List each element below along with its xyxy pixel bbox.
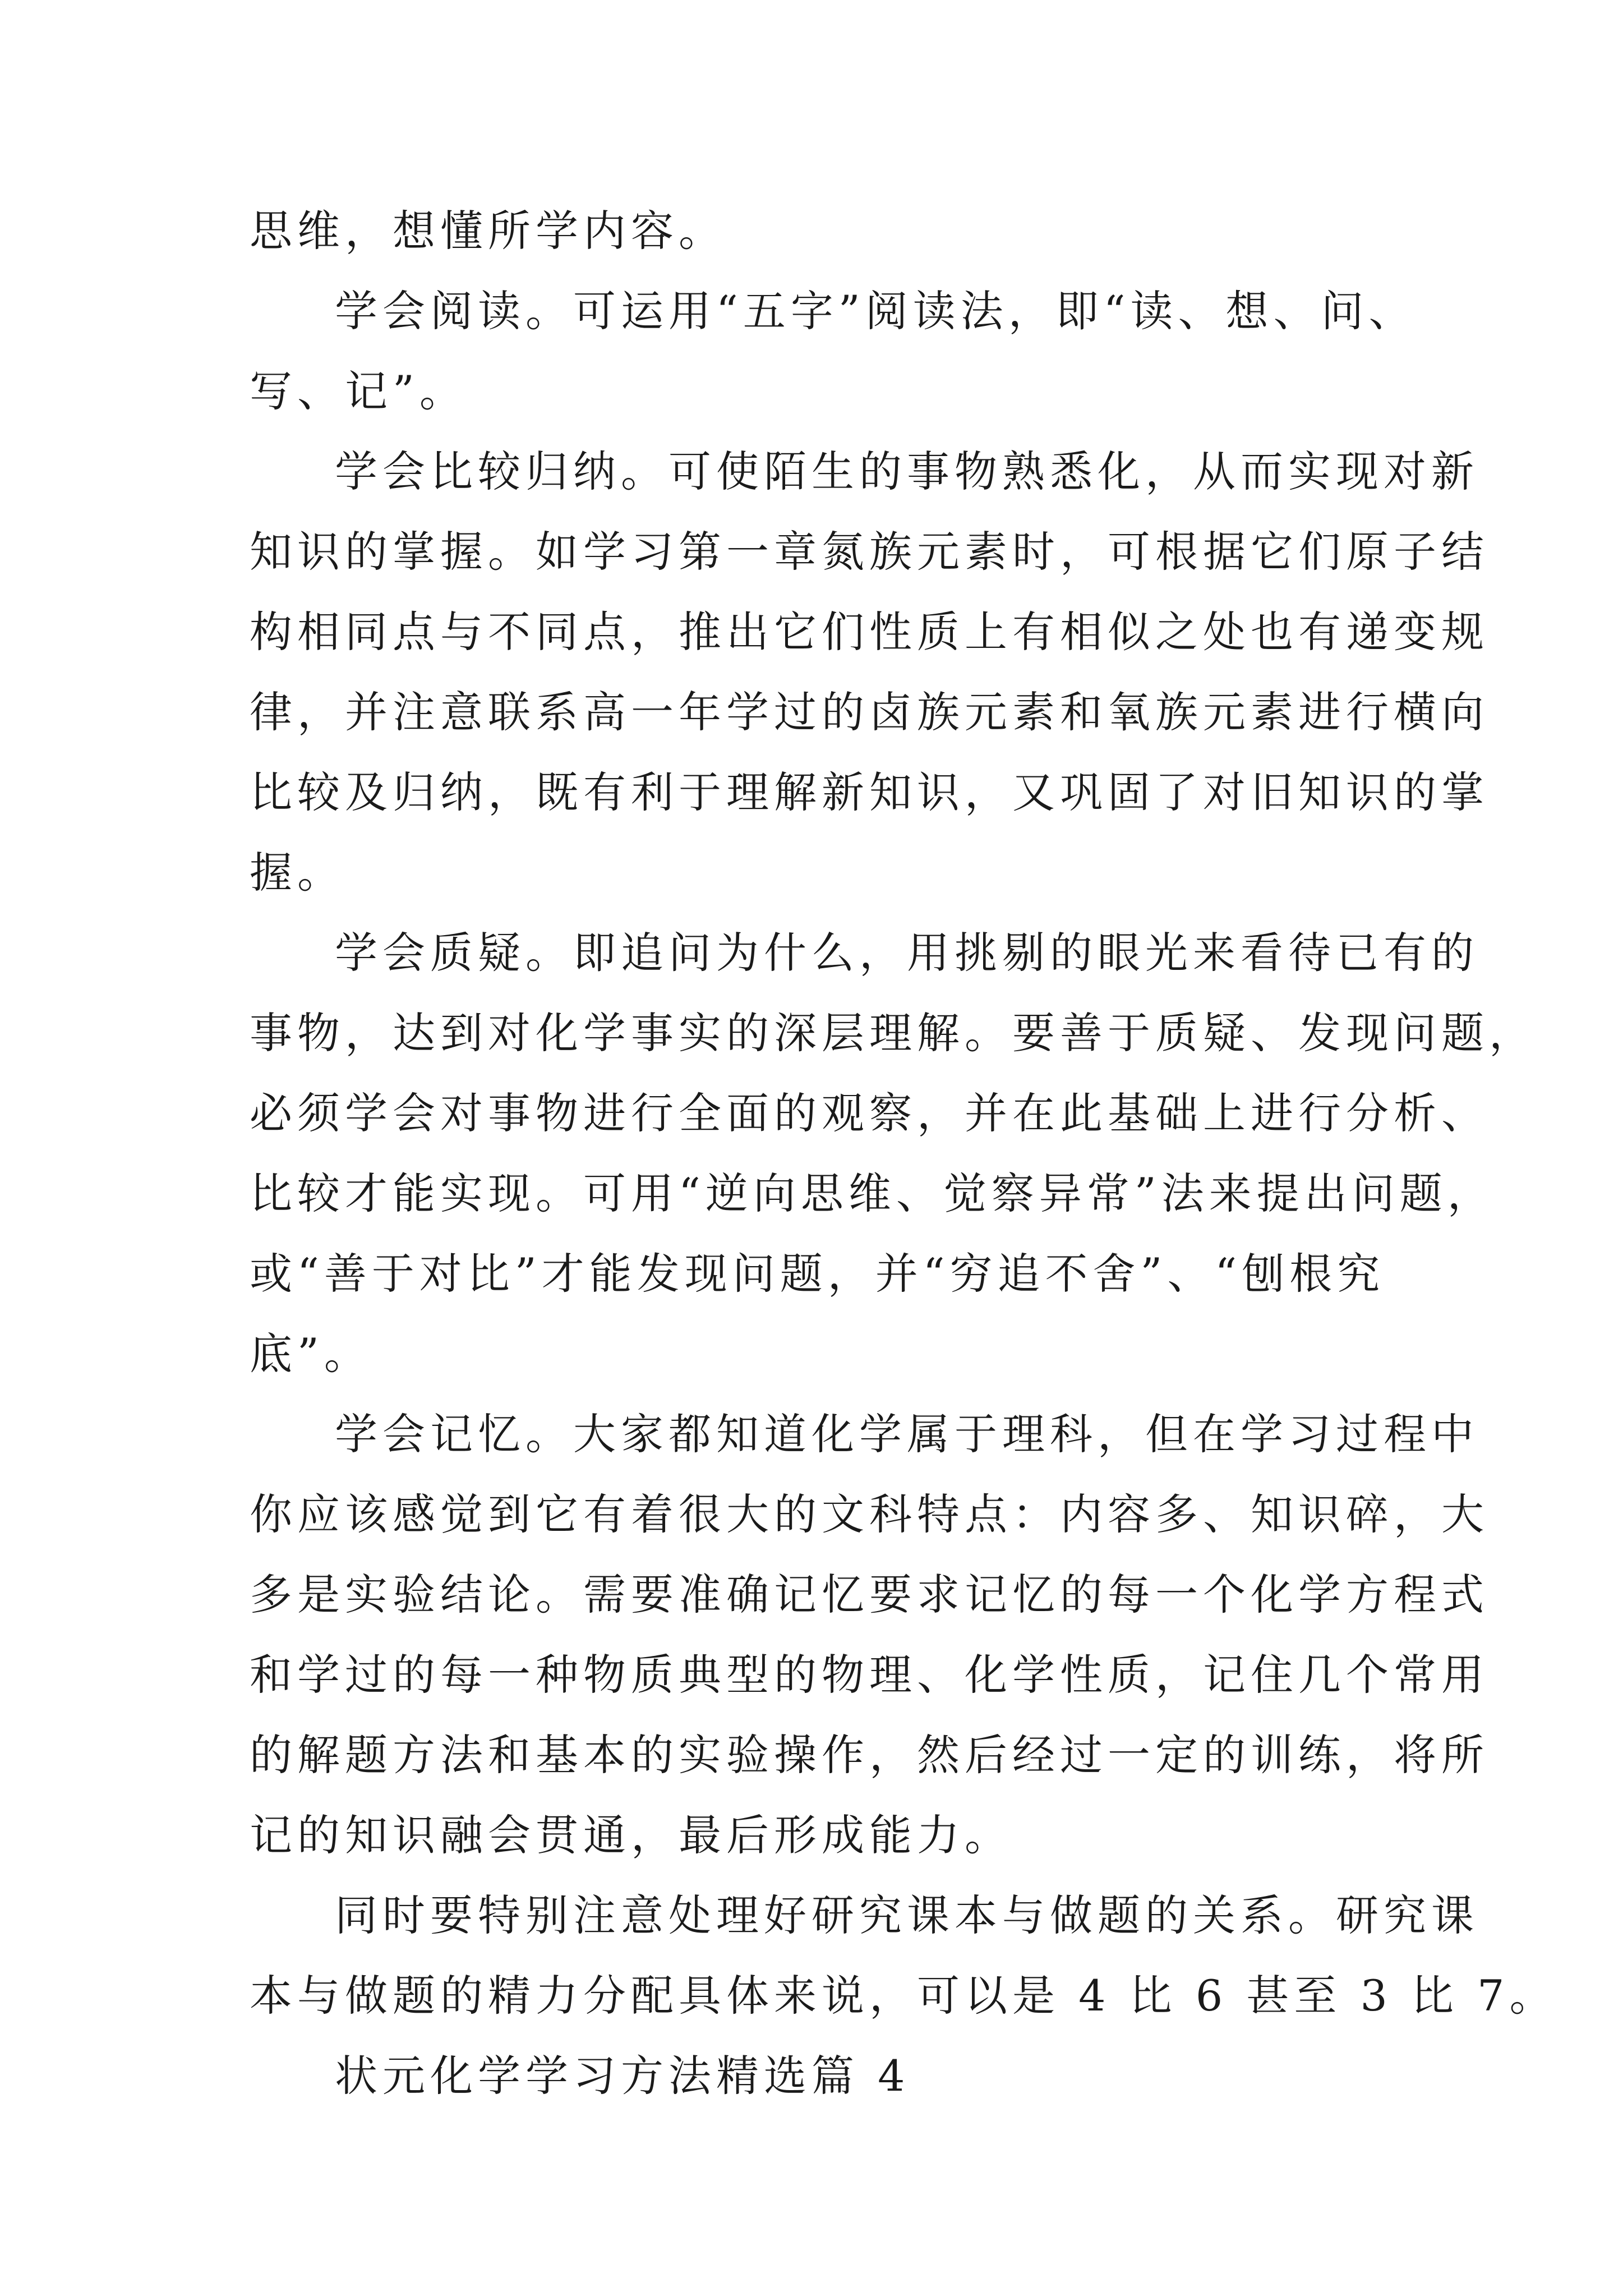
text-line: 的解题方法和基本的实验操作，然后经过一定的训练，将所: [250, 1730, 1489, 1780]
text-line: 同时要特别注意处理好研究课本与做题的关系。研究课: [335, 1890, 1479, 1940]
text-line: 你应该感觉到它有着很大的文科特点：内容多、知识碎，大: [250, 1489, 1489, 1539]
text-line: 握。: [250, 848, 345, 898]
text-line: 学会阅读。可运用“五字”阅读法，即“读、想、问、: [335, 286, 1417, 336]
text-line: 律，并注意联系高一年学过的卤族元素和氧族元素进行横向: [250, 687, 1489, 737]
text-line: 记的知识融会贯通，最后形成能力。: [250, 1810, 1012, 1860]
text-line: 比较才能实现。可用“逆向思维、觉察异常”法来提出问题，: [250, 1168, 1495, 1218]
text-line: 学会质疑。即追问为什么，用挑剔的眼光来看待已有的: [335, 928, 1479, 978]
text-line: 写、记”。: [250, 366, 467, 416]
text-line: 比较及归纳，既有利于理解新知识，又巩固了对旧知识的掌: [250, 767, 1489, 817]
text-line: 或“善于对比”才能发现问题，并“穷追不舍”、“刨根究: [250, 1249, 1385, 1299]
text-line: 学会记忆。大家都知道化学属于理科，但在学习过程中: [335, 1409, 1479, 1459]
document-body: [250, 191, 1557, 2116]
text-line: 和学过的每一种物质典型的物理、化学性质，记住几个常用: [250, 1650, 1489, 1700]
text-line: 思维，想懂所学内容。: [250, 206, 726, 256]
text-line: 本与做题的精力分配具体来说，可以是 4 比 6 甚至 3 比 7。: [250, 1971, 1557, 2021]
text-line: 学会比较归纳。可使陌生的事物熟悉化，从而实现对新: [335, 447, 1479, 496]
text-line: 事物，达到对化学事实的深层理解。要善于质疑、发现问题，: [250, 1008, 1537, 1058]
section-heading: 状元化学学习方法精选篇 4: [335, 2051, 910, 2101]
text-line: 知识的掌握。如学习第一章氮族元素时，可根据它们原子结: [250, 527, 1489, 577]
text-line: 构相同点与不同点，推出它们性质上有相似之处也有递变规: [250, 607, 1489, 657]
text-line: 底”。: [250, 1329, 372, 1379]
text-line: 必须学会对事物进行全面的观察，并在此基础上进行分析、: [250, 1088, 1489, 1138]
text-line: 多是实验结论。需要准确记忆要求记忆的每一个化学方程式: [250, 1570, 1489, 1619]
